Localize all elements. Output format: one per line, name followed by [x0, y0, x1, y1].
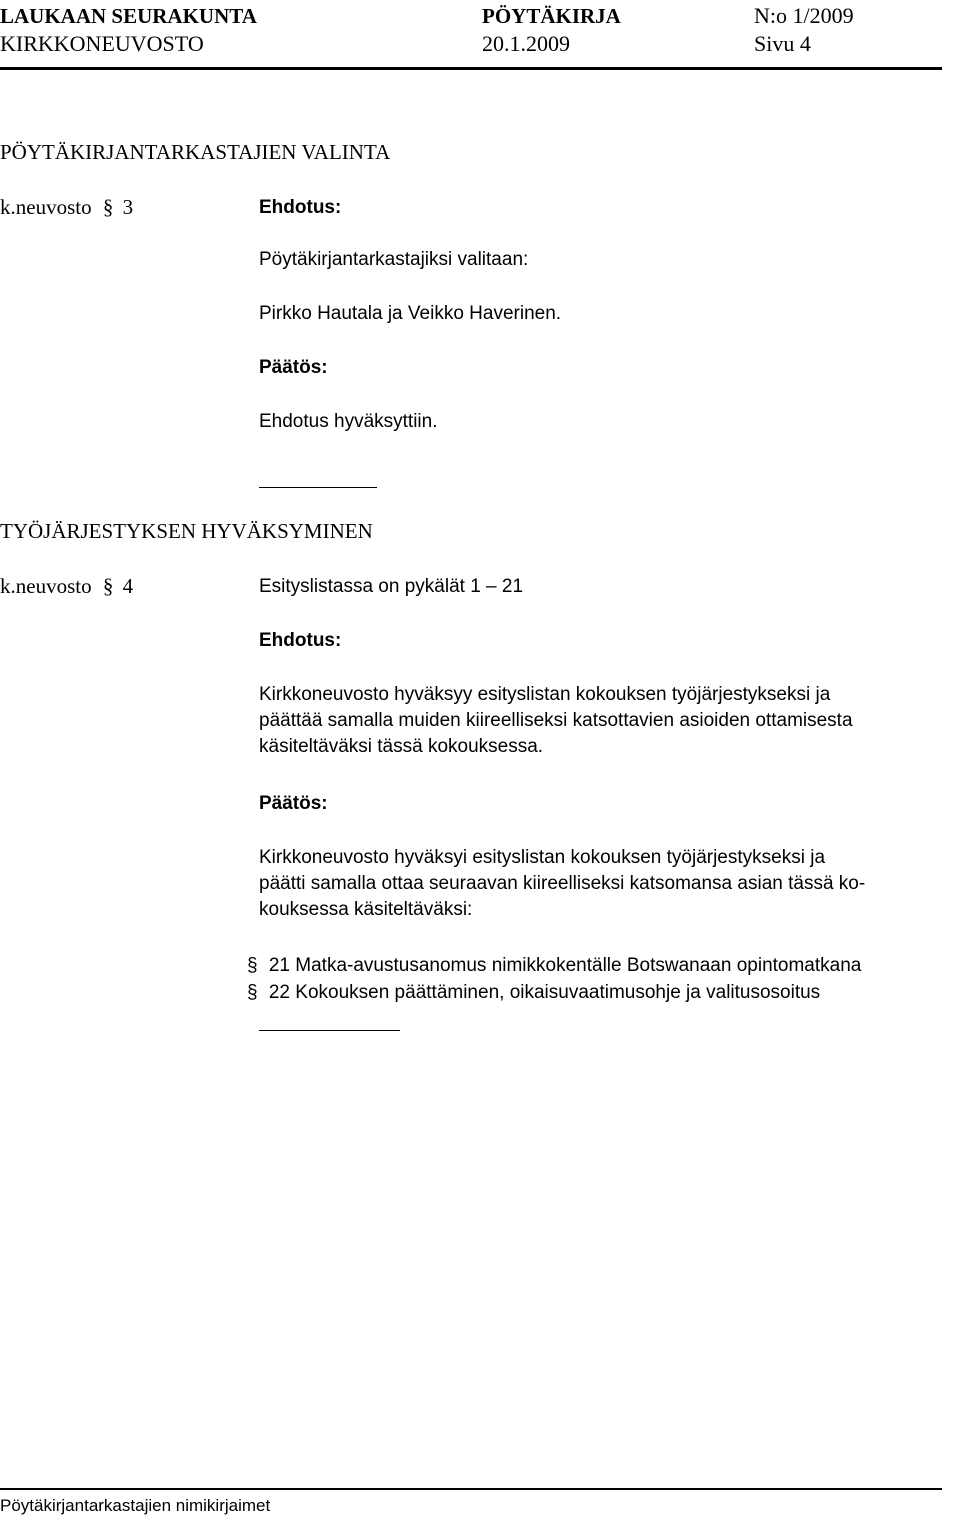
section-heading: TYÖJÄRJESTYKSEN HYVÄKSYMINEN: [0, 519, 373, 543]
paragraph-line: päättää samalla muiden kiireelliseksi katsottavien asioiden ottamisesta: [259, 710, 853, 731]
proposal-text: Pirkko Hautala ja Veikko Haverinen.: [259, 303, 562, 324]
meeting-date: 20.1.2009: [482, 31, 570, 56]
section-number: 3: [122, 195, 134, 219]
section-sign: §: [102, 574, 114, 598]
org-name: LAUKAAN SEURAKUNTA: [0, 4, 257, 28]
paragraph-line: Kirkkoneuvosto hyväksyi esityslistan kokouksen työjärjestykseksi ja: [259, 847, 826, 868]
proposal-label: Ehdotus:: [259, 630, 342, 651]
header-divider: [0, 67, 942, 70]
footer-text: Pöytäkirjantarkastajien nimikirjaimet: [0, 1496, 271, 1515]
section-sign: §: [102, 195, 114, 219]
section-end-rule: [259, 487, 377, 488]
section-reference: [0, 194, 133, 220]
paragraph-line: Kirkkoneuvosto hyväksyy esityslistan kokouksen työjärjestykseksi ja: [259, 684, 831, 705]
paragraph-line: päätti samalla ottaa seuraavan kiireelliseksi katsomansa asian tässä ko-: [259, 873, 866, 894]
paragraph-line: kouksessa käsiteltäväksi:: [259, 899, 473, 920]
decision-label: Päätös:: [259, 357, 328, 378]
agenda-item-text: 21 Matka-avustusanomus nimikkokentälle Botswanaan opintomatkana: [268, 955, 862, 976]
section-end-rule: [259, 1030, 400, 1031]
footer-divider: [0, 1488, 942, 1490]
agenda-item: [247, 955, 861, 977]
section-reference: [0, 573, 133, 599]
decision-text: Ehdotus hyväksyttiin.: [259, 411, 438, 432]
section-heading: PÖYTÄKIRJANTARKASTAJIEN VALINTA: [0, 140, 391, 164]
page-number: Sivu 4: [754, 31, 811, 56]
section-number: 4: [122, 574, 134, 598]
proposal-text: Pöytäkirjantarkastajiksi valitaan:: [259, 249, 529, 270]
agenda-intro: Esityslistassa on pykälät 1 – 21: [259, 576, 524, 597]
reference-label: k.neuvosto: [0, 195, 92, 219]
document-number: N:o 1/2009: [754, 3, 854, 28]
proposal-paragraph: [259, 682, 939, 760]
section-sign: §: [247, 982, 258, 1003]
section-sign: §: [247, 955, 258, 976]
reference-label: k.neuvosto: [0, 574, 92, 598]
agenda-item-text: 22 Kokouksen päättäminen, oikaisuvaatimusohje ja valitusosoitus: [268, 982, 821, 1003]
proposal-label: Ehdotus:: [259, 197, 342, 218]
decision-paragraph: [259, 845, 939, 923]
document-type: PÖYTÄKIRJA: [482, 4, 621, 28]
agenda-item: [247, 982, 820, 1004]
paragraph-line: käsiteltäväksi tässä kokouksessa.: [259, 736, 544, 757]
decision-label: Päätös:: [259, 793, 328, 814]
governing-body: KIRKKONEUVOSTO: [0, 31, 204, 56]
